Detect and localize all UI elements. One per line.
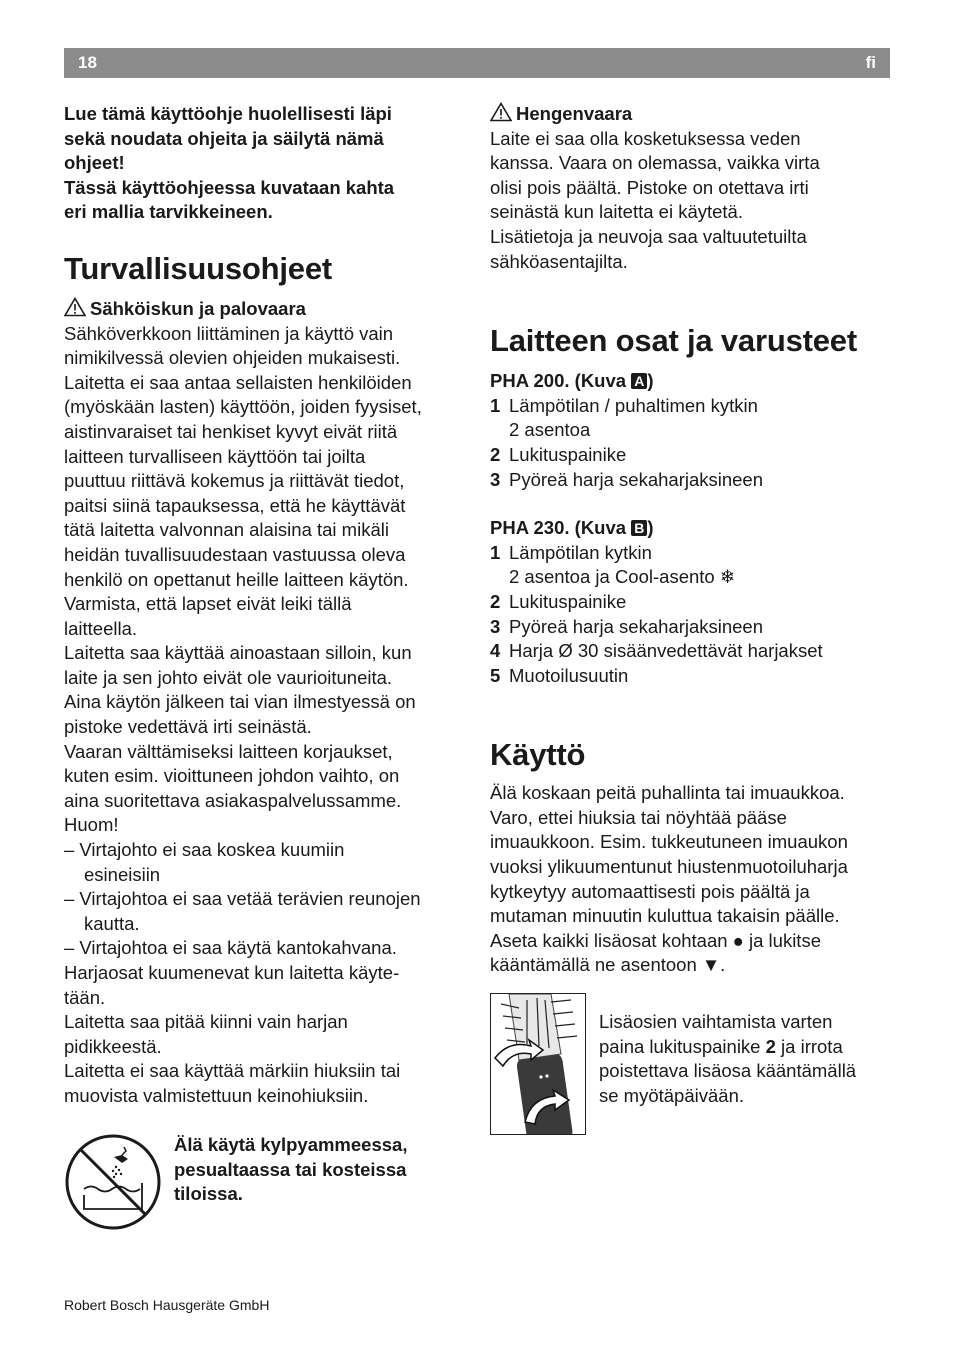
danger-line: kanssa. Vaara on olemassa, vaikka virta bbox=[490, 152, 820, 174]
dash-item bbox=[64, 936, 464, 961]
danger-heading bbox=[490, 102, 890, 127]
figure-a-label: A bbox=[631, 373, 647, 389]
change-bold-number: 2 bbox=[765, 1035, 776, 1057]
safety-line: Varmista, että lapset eivät leiki tällä bbox=[64, 593, 352, 615]
danger-line: Lisätietoja ja neuvoja saa valtuutetuilta bbox=[490, 225, 807, 247]
safety-line: tätä laitetta valvonnan alaisina tai mikäli bbox=[64, 519, 389, 541]
list-item bbox=[490, 590, 890, 615]
list-item-continuation bbox=[490, 565, 890, 590]
intro-text bbox=[64, 102, 464, 225]
safety-line: Vaaran välttämiseksi laitteen korjaukset, bbox=[64, 740, 393, 762]
item-text: Lukituspainike bbox=[509, 443, 627, 465]
safety-line: Huom! bbox=[64, 814, 119, 836]
safety-line: pidikkeestä. bbox=[64, 1035, 162, 1057]
list-item-continuation bbox=[490, 418, 890, 443]
safety-line: aistinvaraiset tai henkiset kyvyt eivät riitä bbox=[64, 420, 398, 442]
safety-line: Laitetta saa pitää kiinni vain harjan bbox=[64, 1011, 348, 1033]
safety-line: Laitetta saa käyttää ainoastaan silloin, kun bbox=[64, 642, 412, 664]
safety-line: laitteella. bbox=[64, 617, 138, 639]
safety-title: Turvallisuusohjeet bbox=[64, 250, 332, 286]
safety-line: pistoke vedettävä irti seinästä. bbox=[64, 716, 312, 738]
usage-line: Varo, ettei hiuksia tai nöyhtää pääse bbox=[490, 806, 787, 828]
change-text: paina lukituspainike bbox=[599, 1035, 766, 1057]
intro-line: Lue tämä käyttöohje huolellisesti läpi bbox=[64, 103, 392, 124]
item-text: Lukituspainike bbox=[509, 590, 627, 612]
safety-line: puuttuu riittävä kokemus ja riittävät tiedot, bbox=[64, 470, 405, 492]
change-line: Lisäosien vaihtamista varten bbox=[599, 1011, 833, 1032]
footer-company: Robert Bosch Hausgeräte GmbH bbox=[64, 1297, 270, 1313]
usage-line: imuaukkoon. Esim. tukkeutuneen imuaukon bbox=[490, 831, 848, 853]
intro-line: Tässä käyttöohjeessa kuvataan kahta bbox=[64, 176, 395, 198]
intro-line: eri mallia tarvikkeineen. bbox=[64, 201, 273, 223]
dash-line: – Virtajohtoa ei saa käytä kantokahvana. bbox=[64, 937, 397, 959]
danger-body bbox=[490, 127, 890, 275]
change-text: ja irrota bbox=[775, 1035, 843, 1057]
page-number: 18 bbox=[78, 53, 97, 72]
pha200-parts-list bbox=[490, 394, 890, 492]
item-number: 3 bbox=[490, 468, 501, 490]
usage-line: Älä koskaan peitä puhallinta tai imuaukkoa. bbox=[490, 782, 845, 804]
danger-line: seinästä kun laitetta ei käytetä. bbox=[490, 201, 743, 223]
dash-line: – Virtajohtoa ei saa vetää terävien reunojen bbox=[64, 888, 421, 910]
paren-close: ) bbox=[647, 370, 654, 392]
usage-line: kytkeytyy automaattisesti pois päältä ja bbox=[490, 880, 810, 902]
safety-line: paitsi siinä tapauksessa, että he käyttävät bbox=[64, 494, 406, 516]
warning-triangle-icon bbox=[490, 102, 512, 122]
pha230-parts-list bbox=[490, 541, 890, 689]
list-item bbox=[490, 664, 890, 689]
intro-line: sekä noudata ohjeita ja säilytä nämä bbox=[64, 127, 384, 149]
change-line: poistettava lisäosa kääntämällä bbox=[599, 1060, 857, 1082]
paren-close: ) bbox=[647, 517, 654, 539]
item-number: 2 bbox=[490, 590, 501, 612]
page-header-bar bbox=[64, 48, 890, 78]
item-text: Pyöreä harja sekaharjaksineen bbox=[509, 468, 764, 490]
safety-line: heidän tuvallisuudestaan vastuussa oleva bbox=[64, 543, 406, 565]
list-item bbox=[490, 615, 890, 640]
bath-warning-line: pesualtaassa tai kosteissa bbox=[174, 1158, 407, 1180]
language-code: fi bbox=[865, 53, 876, 72]
item-text: Lämpötilan kytkin bbox=[509, 541, 652, 563]
bath-warning-line: tiloissa. bbox=[174, 1183, 243, 1205]
safety-line: Laitetta ei saa antaa sellaisten henkilöiden bbox=[64, 371, 412, 393]
item-number: 1 bbox=[490, 541, 501, 563]
change-line: se myötäpäivään. bbox=[599, 1084, 745, 1106]
list-item bbox=[490, 639, 890, 664]
safety-line: (myöskään lasten) käyttöön, joiden fyysiset, bbox=[64, 396, 422, 418]
dash-line: esineisiin bbox=[84, 863, 161, 885]
safety-line: laite ja sen johto eivät ole vaurioituneita. bbox=[64, 666, 393, 688]
danger-line: Laite ei saa olla kosketuksessa veden bbox=[490, 127, 801, 149]
danger-line: sähköasentajilta. bbox=[490, 250, 628, 272]
figure-b-label: B bbox=[631, 520, 647, 536]
usage-body bbox=[490, 781, 890, 978]
usage-title: Käyttö bbox=[490, 737, 586, 773]
safety-body bbox=[64, 322, 464, 838]
item-number: 3 bbox=[490, 615, 501, 637]
safety-line: aina suoritettava asiakaspalvelussamme. bbox=[64, 789, 402, 811]
list-item bbox=[490, 468, 890, 493]
item-number: 5 bbox=[490, 664, 501, 686]
safety-line: tään. bbox=[64, 986, 106, 1008]
safety-line: kuten esim. vioittuneen johdon vaihto, on bbox=[64, 765, 400, 787]
safety-line: Aina käytön jälkeen tai vian ilmestyessä on bbox=[64, 691, 416, 713]
safety-line: Laitetta ei saa käyttää märkiin hiuksiin tai bbox=[64, 1060, 401, 1082]
safety-line: Harjaosat kuumenevat kun laitetta käyte- bbox=[64, 962, 400, 983]
danger-title: Hengenvaara bbox=[516, 103, 633, 124]
warning-triangle-icon bbox=[64, 297, 86, 317]
item-number: 2 bbox=[490, 443, 501, 465]
usage-line: vuoksi ylikuumentunut hiustenmuotoiluharja bbox=[490, 856, 848, 878]
parts-title: Laitteen osat ja varusteet bbox=[490, 323, 857, 359]
pha230-heading bbox=[490, 516, 890, 541]
attachment-change-text bbox=[599, 1010, 889, 1108]
safety-line: nimikilvessä olevien ohjeiden mukaisesti. bbox=[64, 347, 401, 369]
usage-line: mutaman minuutin kuluttua takaisin päälle. bbox=[490, 905, 840, 927]
brush-drawing bbox=[491, 994, 586, 1135]
dash-line: – Virtajohto ei saa koskea kuumiin bbox=[64, 839, 345, 861]
item-text: Muotoilusuutin bbox=[509, 664, 629, 686]
left-column bbox=[64, 102, 464, 1109]
bath-warning-text bbox=[174, 1133, 464, 1207]
item-text: Harja Ø 30 sisäänvedettävät harjakset bbox=[509, 640, 823, 662]
safety-after bbox=[64, 961, 464, 1109]
list-item bbox=[490, 541, 890, 566]
list-item bbox=[490, 394, 890, 419]
pha200-heading bbox=[490, 369, 890, 394]
item-text: Pyöreä harja sekaharjaksineen bbox=[509, 615, 764, 637]
change-line bbox=[599, 1035, 889, 1060]
item-number: 4 bbox=[490, 640, 501, 662]
list-item bbox=[490, 443, 890, 468]
pha230-label: PHA 230. (Kuva bbox=[490, 517, 627, 539]
safety-line: Sähköverkkoon liittäminen ja käyttö vain bbox=[64, 322, 394, 344]
item-text: 2 asentoa ja Cool-asento ❄ bbox=[509, 566, 736, 588]
dash-item bbox=[64, 887, 464, 936]
safety-line: henkilö on opettanut heille laitteen käytön. bbox=[64, 568, 409, 590]
usage-line: kääntämällä ne asentoon ▼. bbox=[490, 954, 726, 976]
electric-warning-title: Sähköiskun ja palovaara bbox=[90, 297, 306, 319]
usage-line: Aseta kaikki lisäosat kohtaan ● ja lukitse bbox=[490, 929, 821, 951]
item-number: 1 bbox=[490, 394, 501, 416]
item-text: Lämpötilan / puhaltimen kytkin bbox=[509, 394, 758, 416]
right-column bbox=[490, 102, 890, 978]
safety-dash-list bbox=[64, 838, 464, 961]
bath-warning-line: Älä käytä kylpyammeessa, bbox=[174, 1134, 408, 1155]
safety-line: muovista valmistettuun keinohiuksiin. bbox=[64, 1084, 369, 1106]
danger-line: olisi pois päältä. Pistoke on otettava irti bbox=[490, 176, 809, 198]
dash-line: kautta. bbox=[84, 912, 140, 934]
safety-line: laitteen turvalliseen käyttöön tai joilta bbox=[64, 445, 366, 467]
dash-item bbox=[64, 838, 464, 887]
intro-line: ohjeet! bbox=[64, 152, 125, 174]
pha200-label: PHA 200. (Kuva bbox=[490, 370, 627, 392]
electric-warning-heading bbox=[64, 297, 464, 322]
item-text: 2 asentoa bbox=[509, 419, 591, 441]
attachment-change-illustration bbox=[490, 993, 586, 1135]
no-bath-icon bbox=[64, 1133, 162, 1231]
